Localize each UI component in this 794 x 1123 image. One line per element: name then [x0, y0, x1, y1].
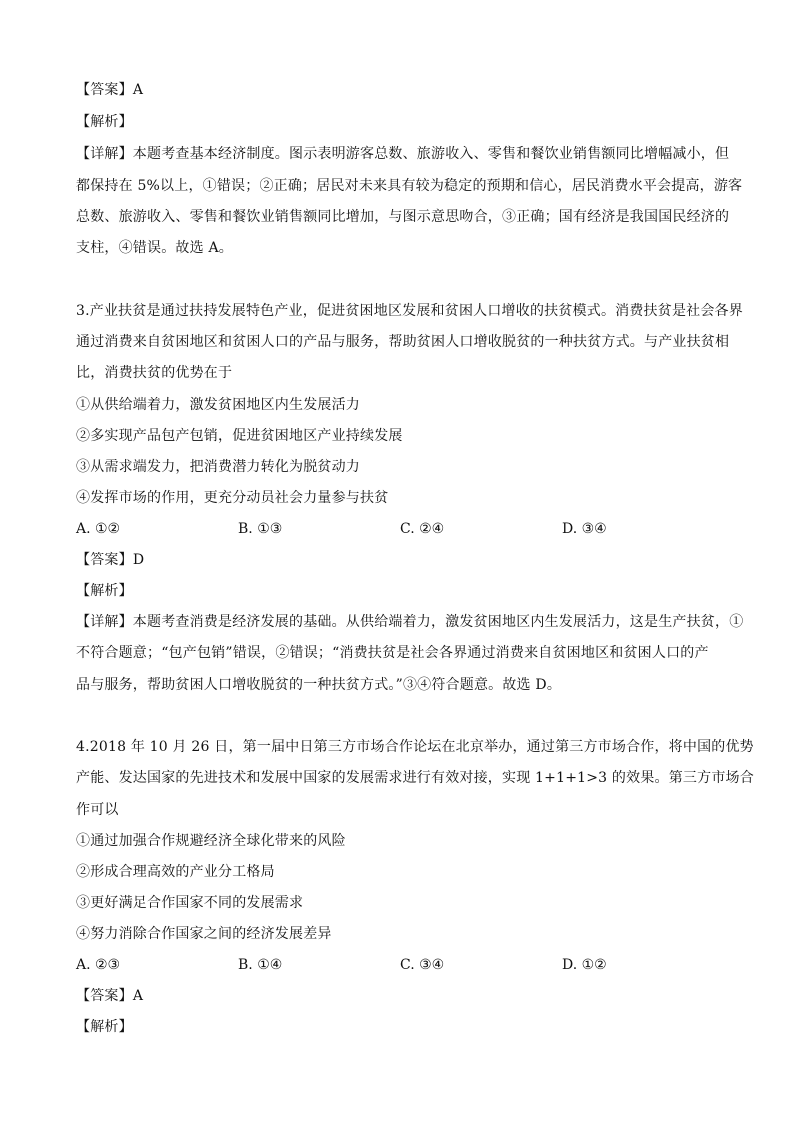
- q3-analysis-label: 【解析】: [76, 583, 133, 599]
- q2-answer-value: A: [132, 82, 144, 98]
- q2-detail-line: 总数、旅游收入、零售和餐饮业销售额同比增加，与图示意思吻合，③正确；国有经济是我国国民经济的: [76, 209, 730, 225]
- q4-statement: ①通过加强合作规避经济全球化带来的风险: [76, 833, 346, 849]
- q3-statement: ②多实现产品包产包销，促进贫困地区产业持续发展: [76, 428, 403, 444]
- q2-analysis-label: 【解析】: [76, 114, 133, 130]
- q2-answer-label: 【答案】: [76, 82, 133, 98]
- q3-statement: ③从需求端发力，把消费潜力转化为脱贫动力: [76, 459, 360, 475]
- q3-option-a: A. ①②: [76, 521, 121, 537]
- q3-statement: ④发挥市场的作用，更充分动员社会力量参与扶贫: [76, 490, 389, 506]
- q3-option-c: C. ②④: [400, 521, 445, 537]
- q3-stem-line: 比，消费扶贫的优势在于: [76, 365, 233, 381]
- q4-option-c: C. ③④: [400, 957, 445, 973]
- q3-detail-line: 品与服务，帮助贫困人口增收脱贫的一种扶贫方式。”③④符合题意。故选 D。: [76, 677, 562, 693]
- q2-answer: [76, 80, 736, 100]
- q4-option-b: B. ①④: [238, 957, 283, 973]
- q2-detail-line: 【详解】本题考查基本经济制度。图示表明游客总数、旅游收入、零售和餐饮业销售额同比增幅减小，但: [76, 146, 730, 162]
- q3-statement: ①从供给端着力，激发贫困地区内生发展活力: [76, 397, 360, 413]
- q4-answer-label: 【答案】: [76, 988, 133, 1004]
- q4-stem-line: 产能、发达国家的先进技术和发展中国家的发展需求进行有效对接，实现 1+1+1>3 的效果。第三方市场合: [76, 770, 754, 786]
- q3-answer: [76, 550, 736, 570]
- q3-detail-line: 不符合题意；“包产包销”错误，②错误；“消费扶贫是社会各界通过消费来自贫困地区和贫困人口的产: [76, 645, 709, 661]
- q3-answer-label: 【答案】: [76, 552, 133, 568]
- q4-option-d: D. ①②: [562, 957, 607, 973]
- q3-detail-line: 【详解】本题考查消费是经济发展的基础。从供给端着力，激发贫困地区内生发展活力，这是生产扶贫，①: [76, 614, 744, 630]
- q2-detail-line: 都保持在 5%以上，①错误；②正确；居民对未来具有较为稳定的预期和信心，居民消费水平会提高，游客: [76, 178, 743, 194]
- q4-answer: [76, 986, 736, 1006]
- q2-detail-line: 支柱，④错误。故选 A。: [76, 240, 233, 256]
- q4-answer-value: A: [132, 988, 144, 1004]
- q4-option-a: A. ②③: [76, 957, 121, 973]
- q4-statement: ②形成合理高效的产业分工格局: [76, 864, 275, 880]
- q4-stem-line: 4.2018 年 10 月 26 日，第一届中日第三方市场合作论坛在北京举办，通过第三方市场合作，将中国的优势: [76, 739, 754, 755]
- q4-stem-line: 作可以: [76, 802, 119, 818]
- q4-analysis-label: 【解析】: [76, 1019, 133, 1035]
- q3-stem-line: 通过消费来自贫困地区和贫困人口的产品与服务，帮助贫困人口增收脱贫的一种扶贫方式。与产业扶贫相: [76, 334, 730, 350]
- q3-option-d: D. ③④: [562, 521, 607, 537]
- q4-statement: ④努力消除合作国家之间的经济发展差异: [76, 926, 332, 942]
- q4-statement: ③更好满足合作国家不同的发展需求: [76, 895, 304, 911]
- q3-answer-value: D: [132, 552, 145, 568]
- q3-stem-line: 3.产业扶贫是通过扶持发展特色产业，促进贫困地区发展和贫困人口增收的扶贫模式。消费扶贫是社会各界: [76, 303, 743, 319]
- q3-option-b: B. ①③: [238, 521, 283, 537]
